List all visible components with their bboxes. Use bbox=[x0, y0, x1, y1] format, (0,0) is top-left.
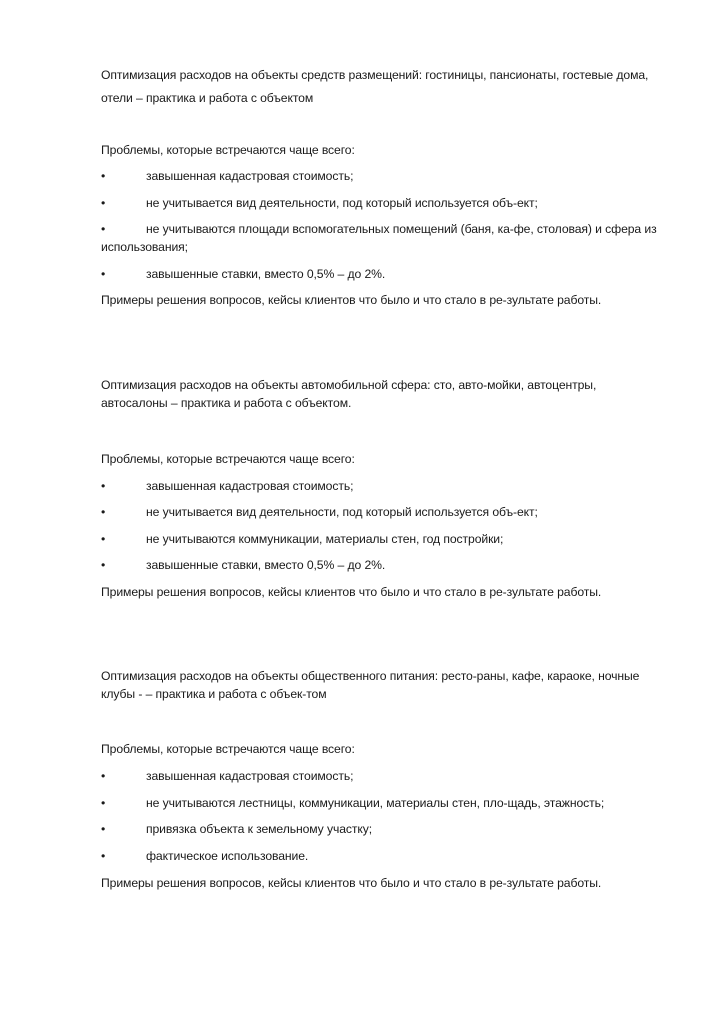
section-title-line-2: автосалоны – практика и работа с объектом. bbox=[101, 396, 352, 410]
section-title-line-1: Оптимизация расходов на объекты автомобильной сфера: сто, авто-мойки, автоцентры, bbox=[101, 378, 597, 392]
section-title-line-1: Оптимизация расходов на объекты средств размещений: гостиницы, пансионаты, гостевые дома, bbox=[101, 68, 649, 82]
examples-text: Примеры решения вопросов, кейсы клиентов что было и что стало в ре-зультате работы. bbox=[101, 293, 602, 307]
bullet-icon: • bbox=[101, 822, 106, 836]
problem-item: завышенная кадастровая стоимость; bbox=[146, 769, 354, 783]
problem-item: не учитывается вид деятельности, под который используется объ-ект; bbox=[146, 505, 538, 519]
problem-item: не учитываются площади вспомогательных помещений (баня, ка-фе, столовая) и сфера из bbox=[146, 222, 657, 236]
bullet-icon: • bbox=[101, 196, 106, 210]
bullet-icon: • bbox=[101, 222, 106, 236]
problem-item: завышенные ставки, вместо 0,5% – до 2%. bbox=[146, 267, 386, 281]
problems-heading: Проблемы, которые встречаются чаще всего: bbox=[101, 452, 355, 466]
problem-item: не учитываются коммуникации, материалы стен, год постройки; bbox=[146, 532, 504, 546]
section-title-line-2: клубы - – практика и работа с объек-том bbox=[101, 687, 327, 701]
bullet-icon: • bbox=[101, 169, 106, 183]
bullet-icon: • bbox=[101, 796, 106, 810]
problem-item: не учитывается вид деятельности, под который используется объ-ект; bbox=[146, 196, 538, 210]
section-title-line-2: отели – практика и работа с объектом bbox=[101, 91, 314, 105]
bullet-icon: • bbox=[101, 769, 106, 783]
problem-item: фактическое использование. bbox=[146, 849, 309, 863]
problem-item-continuation: использования; bbox=[101, 240, 188, 254]
problem-item: завышенные ставки, вместо 0,5% – до 2%. bbox=[146, 558, 386, 572]
bullet-icon: • bbox=[101, 849, 106, 863]
bullet-icon: • bbox=[101, 532, 106, 546]
problem-item: привязка объекта к земельному участку; bbox=[146, 822, 373, 836]
problems-heading: Проблемы, которые встречаются чаще всего: bbox=[101, 742, 355, 756]
problem-item: завышенная кадастровая стоимость; bbox=[146, 479, 354, 493]
problem-item: не учитываются лестницы, коммуникации, материалы стен, пло-щадь, этажность; bbox=[146, 796, 605, 810]
examples-text: Примеры решения вопросов, кейсы клиентов что было и что стало в ре-зультате работы. bbox=[101, 876, 602, 890]
bullet-icon: • bbox=[101, 479, 106, 493]
problems-heading: Проблемы, которые встречаются чаще всего: bbox=[101, 143, 355, 157]
bullet-icon: • bbox=[101, 505, 106, 519]
problem-item: завышенная кадастровая стоимость; bbox=[146, 169, 354, 183]
section-title-line-1: Оптимизация расходов на объекты общественного питания: ресто-раны, кафе, караоке, ночные bbox=[101, 669, 640, 683]
examples-text: Примеры решения вопросов, кейсы клиентов что было и что стало в ре-зультате работы. bbox=[101, 585, 602, 599]
bullet-icon: • bbox=[101, 267, 106, 281]
bullet-icon: • bbox=[101, 558, 106, 572]
